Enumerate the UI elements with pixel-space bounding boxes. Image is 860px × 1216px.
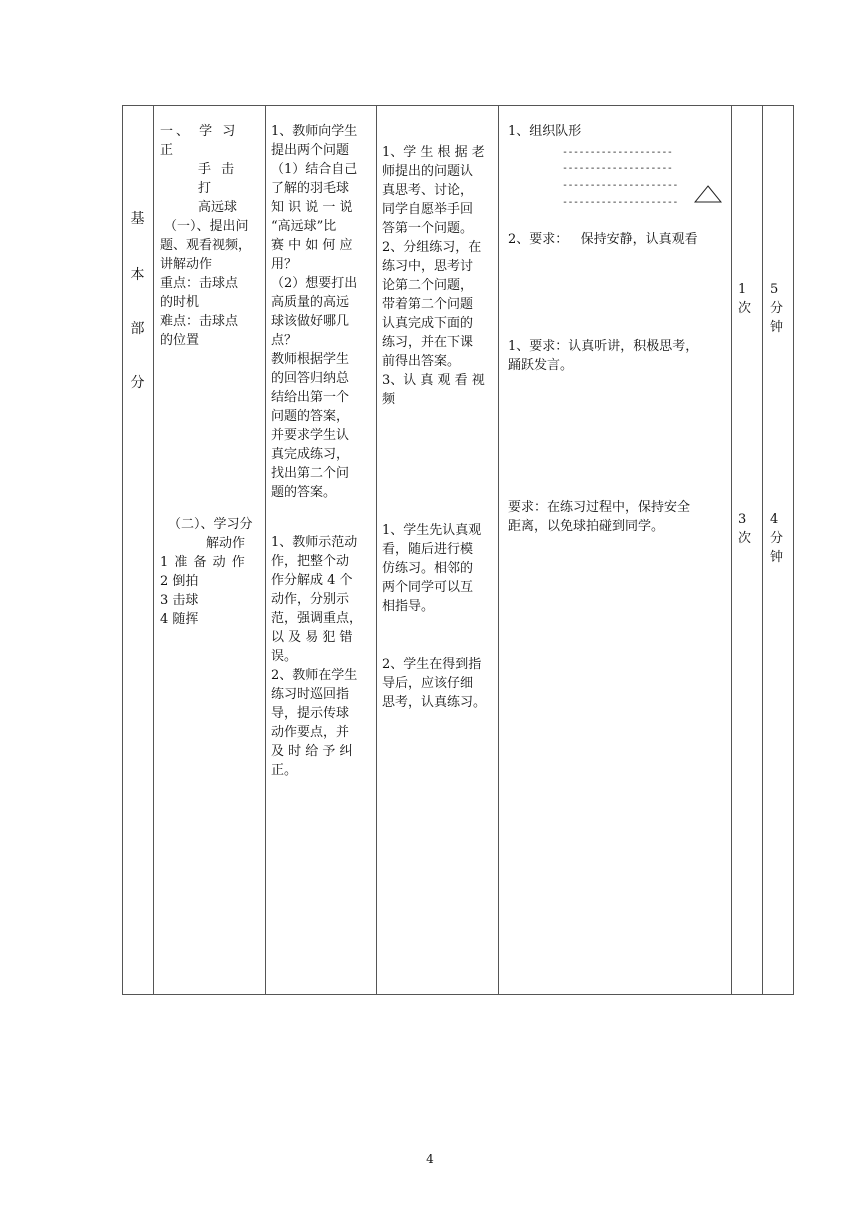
text-line: 同学自愿举手回 xyxy=(382,202,474,217)
text-line: 次 xyxy=(738,531,752,546)
formation-row: -------------------- xyxy=(562,147,673,158)
text-line: 真完成练习， xyxy=(271,447,350,462)
text-line: 仿练习。相邻的 xyxy=(382,561,474,576)
text-line: 两个同学可以互 xyxy=(382,580,474,595)
text-line: 提出两个问题 xyxy=(271,143,350,158)
text-line: 带着第二个问题 xyxy=(382,297,474,312)
time-second xyxy=(770,510,790,567)
text-line: 3、认 真 观 看 视 xyxy=(382,373,485,388)
text-line: 题、观看视频， xyxy=(160,238,252,253)
text-line: 并要求学生认 xyxy=(271,428,350,443)
text-line: 要求：在练习过程中，保持安全 xyxy=(508,500,691,515)
text-line: 3 击球 xyxy=(160,593,199,608)
text-line: 教师根据学生 xyxy=(271,352,350,367)
text-line: 动作要点，并 xyxy=(271,725,350,740)
formation-row: -------------------- xyxy=(562,163,673,174)
text-line: 1、教师向学生 xyxy=(271,124,358,139)
text-line: 1、教师示范动 xyxy=(271,535,358,550)
text-line: 真思考、讨论， xyxy=(382,183,474,198)
requirement-quiet: 2、要求： 保持安静，认真观看 xyxy=(508,232,698,247)
text-line: 导后，应该仔细 xyxy=(382,676,474,691)
content-part-two xyxy=(160,515,260,629)
formation-row: --------------------- xyxy=(562,180,678,191)
text-line: 答第一个问题。 xyxy=(382,221,474,236)
text-line: 讲解动作 xyxy=(160,257,213,272)
text-line: 用？ xyxy=(271,257,298,272)
text-line: （2）想要打出 xyxy=(271,276,358,291)
text-line: 2、学生在得到指 xyxy=(382,657,482,672)
text-line: 4 xyxy=(770,512,779,527)
section-char: 本 xyxy=(130,267,145,283)
requirement-listen xyxy=(508,337,728,375)
text-line: 1、要求：认真听讲，积极思考， xyxy=(508,339,699,354)
content-part-one xyxy=(160,122,260,350)
text-line: 误。 xyxy=(271,649,298,664)
section-char: 部 xyxy=(130,321,145,337)
text-line: 2、分组练习，在 xyxy=(382,240,482,255)
text-line: 距离，以免球拍碰到同学。 xyxy=(508,519,665,534)
text-line: 一、 学 习 正 xyxy=(160,124,239,158)
teacher-position-triangle-icon xyxy=(694,185,722,203)
text-line: “高远球”比 xyxy=(271,219,337,234)
text-line: 的位置 xyxy=(160,333,200,348)
text-line: 次 xyxy=(738,301,752,316)
text-line: 导，提示传球 xyxy=(271,706,350,721)
text-line: 及 时 给 予 纠 xyxy=(271,744,353,759)
text-line: 1 xyxy=(738,282,747,297)
text-line: 正。 xyxy=(271,763,298,778)
student-part-two xyxy=(382,521,494,616)
text-line: 知 识 说 一 说 xyxy=(271,200,353,215)
text-line: 题的答案。 xyxy=(271,485,337,500)
text-line: 钟 xyxy=(770,550,784,565)
text-line: （二）、学习分 xyxy=(168,517,253,532)
page-number: 4 xyxy=(426,1152,434,1166)
text-line: 范，强调重点， xyxy=(271,611,363,626)
text-line: 前得出答案。 xyxy=(382,354,461,369)
text-line: 结给出第一个 xyxy=(271,390,350,405)
text-line: 的时机 xyxy=(160,295,200,310)
text-line: 以 及 易 犯 错 xyxy=(271,630,353,645)
text-line: 思考，认真练习。 xyxy=(382,695,487,710)
section-char: 基 xyxy=(130,211,145,227)
text-line: 动作，分别示 xyxy=(271,592,350,607)
text-line: 的回答归纳总 xyxy=(271,371,350,386)
count-first xyxy=(738,280,758,318)
text-line: 手 击 打 xyxy=(198,162,238,196)
text-line: 1 准 备 动 作 xyxy=(160,555,246,570)
student-part-three xyxy=(382,655,494,712)
text-line: 频 xyxy=(382,392,396,407)
text-line: 赛 中 如 何 应 xyxy=(271,238,353,253)
text-line: 找出第二个问 xyxy=(271,466,350,481)
section-label-column xyxy=(122,105,153,995)
text-line: 看，随后进行模 xyxy=(382,542,474,557)
text-line: 2、教师在学生 xyxy=(271,668,358,683)
text-line: 1、学生先认真观 xyxy=(382,523,482,538)
text-line: 相指导。 xyxy=(382,599,435,614)
student-part-one xyxy=(382,143,494,409)
text-line: 练习，并在下课 xyxy=(382,335,474,350)
text-line: 高远球 xyxy=(198,200,238,215)
text-line: 难点：击球点 xyxy=(160,314,239,329)
text-line: 认真完成下面的 xyxy=(382,316,474,331)
text-line: 分 xyxy=(770,301,784,316)
teacher-part-two xyxy=(271,533,371,780)
text-line: 练习中，思考讨 xyxy=(382,259,474,274)
text-line: 练习时巡回指 xyxy=(271,687,350,702)
text-line: 高质量的高远 xyxy=(271,295,350,310)
teacher-part-one xyxy=(271,122,371,502)
text-line: 作，把整个动 xyxy=(271,554,350,569)
formation-title: 1、组织队形 xyxy=(508,124,582,139)
text-line: 作分解成 4 个 xyxy=(271,573,353,588)
count-second xyxy=(738,510,758,548)
section-char: 分 xyxy=(130,375,145,391)
formation-row: --------------------- xyxy=(562,197,678,208)
text-line: 2 倒拍 xyxy=(160,574,199,589)
requirement-safety xyxy=(508,498,728,536)
text-line: 问题的答案， xyxy=(271,409,350,424)
text-line: （1）结合自己 xyxy=(271,162,358,177)
time-first xyxy=(770,280,790,337)
text-line: 师提出的问题认 xyxy=(382,164,474,179)
text-line: 解动作 xyxy=(206,536,246,551)
text-line: 论第二个问题， xyxy=(382,278,474,293)
text-line: 钟 xyxy=(770,320,784,335)
text-line: 5 xyxy=(770,282,779,297)
text-line: 4 随挥 xyxy=(160,612,199,627)
text-line: 踊跃发言。 xyxy=(508,358,574,373)
text-line: 了解的羽毛球 xyxy=(271,181,350,196)
text-line: 3 xyxy=(738,512,747,527)
text-line: 球该做好哪几 xyxy=(271,314,350,329)
text-line: 重点：击球点 xyxy=(160,276,239,291)
text-line: 点？ xyxy=(271,333,298,348)
text-line: 分 xyxy=(770,531,784,546)
text-line: （一）、提出问 xyxy=(164,219,249,234)
count-column xyxy=(731,105,762,995)
text-line: 1、学 生 根 据 老 xyxy=(382,145,485,160)
